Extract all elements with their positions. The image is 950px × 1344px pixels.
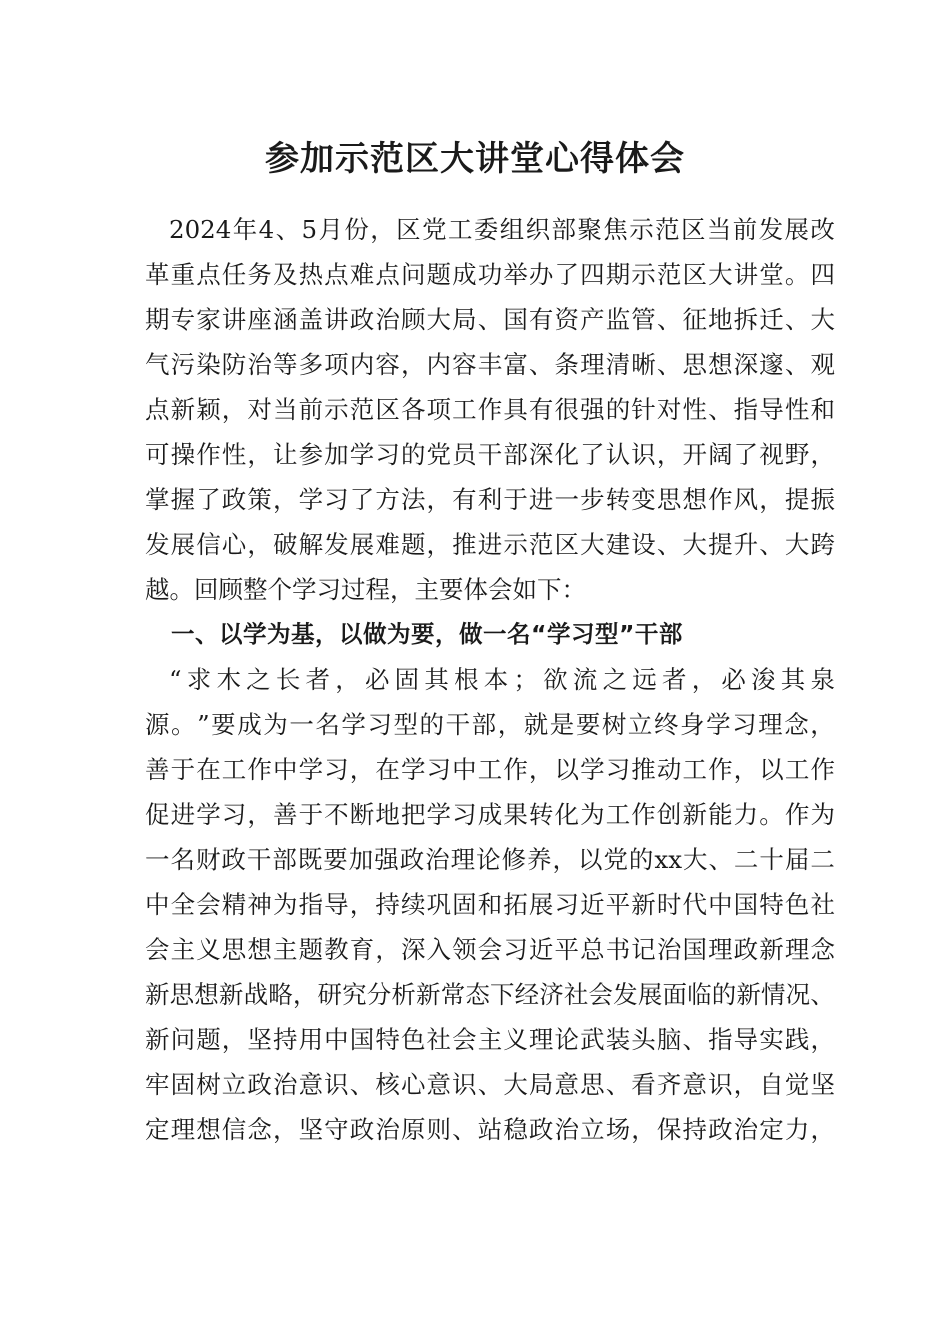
text-line: 掌 握 了 政 策 ， 学 习 了 方 法 ， 有 利 于 进 一 步 转 变 思 想 作 风 ， 提 振 [145,485,835,514]
text-line: 越。回顾整个学习过程，主要体会如下： [145,575,586,604]
text-line: 定 理 想 信 念 ， 坚 守 政 治 原 则 、 站 稳 政 治 立 场 ， 保 持 政 治 定 力 ， [145,1115,835,1144]
text-line: 促 进 学 习 ， 善 于 不 断 地 把 学 习 成 果 转 化 为 工 作 创 新 能 力 。 作 为 [145,800,835,829]
text-line: 善 于 在 工 作 中 学 习 ， 在 学 习 中 工 作 ， 以 学 习 推 动 工 作 ， 以 工 作 [145,755,835,784]
text-line: 革 重 点 任 务 及 热 点 难 点 问 题 成 功 举 办 了 四 期 示 范 区 大 讲 堂 。 四 [145,260,835,289]
text-line: 源 。 ” 要 成 为 一 名 学 习 型 的 干 部 ， 就 是 要 树 立 终 身 学 习 理 念 ， [145,710,835,739]
text-line: 一 名 财 政 干 部 既 要 加 强 政 治 理 论 修 养 ， 以 党 的 xx 大 、 二 十 届 二 [145,845,835,874]
text-line: 新 问 题 ， 坚 持 用 中 国 特 色 社 会 主 义 理 论 武 装 头 脑 、 指 导 实 践 ， [145,1025,835,1054]
text-line: 期 专 家 讲 座 涵 盖 讲 政 治 顾 大 局 、 国 有 资 产 监 管 、 征 地 拆 迁 、 大 [145,305,835,334]
text-line: 中 全 会 精 神 为 指 导 ， 持 续 巩 固 和 拓 展 习 近 平 新 时 代 中 国 特 色 社 [145,890,835,919]
document-body [145,207,835,1152]
text-line: “ 求 木 之 长 者 ， 必 固 其 根 本 ； 欲 流 之 远 者 ， 必 浚 其 泉 [169,665,835,694]
text-line: 2024 年 4 、 5 月 份 ， 区 党 工 委 组 织 部 聚 焦 示 范 区 当 前 发 展 改 [169,215,835,244]
text-line: 气 污 染 防 治 等 多 项 内 容 ， 内 容 丰 富 、 条 理 清 晰 、 思 想 深 邃 、 观 [145,350,835,379]
page-title: 参加示范区大讲堂心得体会 [265,139,685,179]
text-line: 牢 固 树 立 政 治 意 识 、 核 心 意 识 、 大 局 意 思 、 看 齐 意 识 ， 自 觉 坚 [145,1070,835,1099]
text-line: 点 新 颖 ， 对 当 前 示 范 区 各 项 工 作 具 有 很 强 的 针 对 性 、 指 导 性 和 [145,395,835,424]
text-line: 可 操 作 性 ， 让 参 加 学 习 的 党 员 干 部 深 化 了 认 识 ， 开 阔 了 视 野 ， [145,440,835,469]
text-line: 新 思 想 新 战 略 ， 研 究 分 析 新 常 态 下 经 济 社 会 发 展 面 临 的 新 情 况 、 [145,980,835,1009]
section-heading: 一、以学为基，以做为要，做一名“学习型”干部 [171,620,683,648]
text-line: 发 展 信 心 ， 破 解 发 展 难 题 ， 推 进 示 范 区 大 建 设 、 大 提 升 、 大 跨 [145,530,835,559]
text-line: 会 主 义 思 想 主 题 教 育 ， 深 入 领 会 习 近 平 总 书 记 治 国 理 政 新 理 念 [145,935,835,964]
